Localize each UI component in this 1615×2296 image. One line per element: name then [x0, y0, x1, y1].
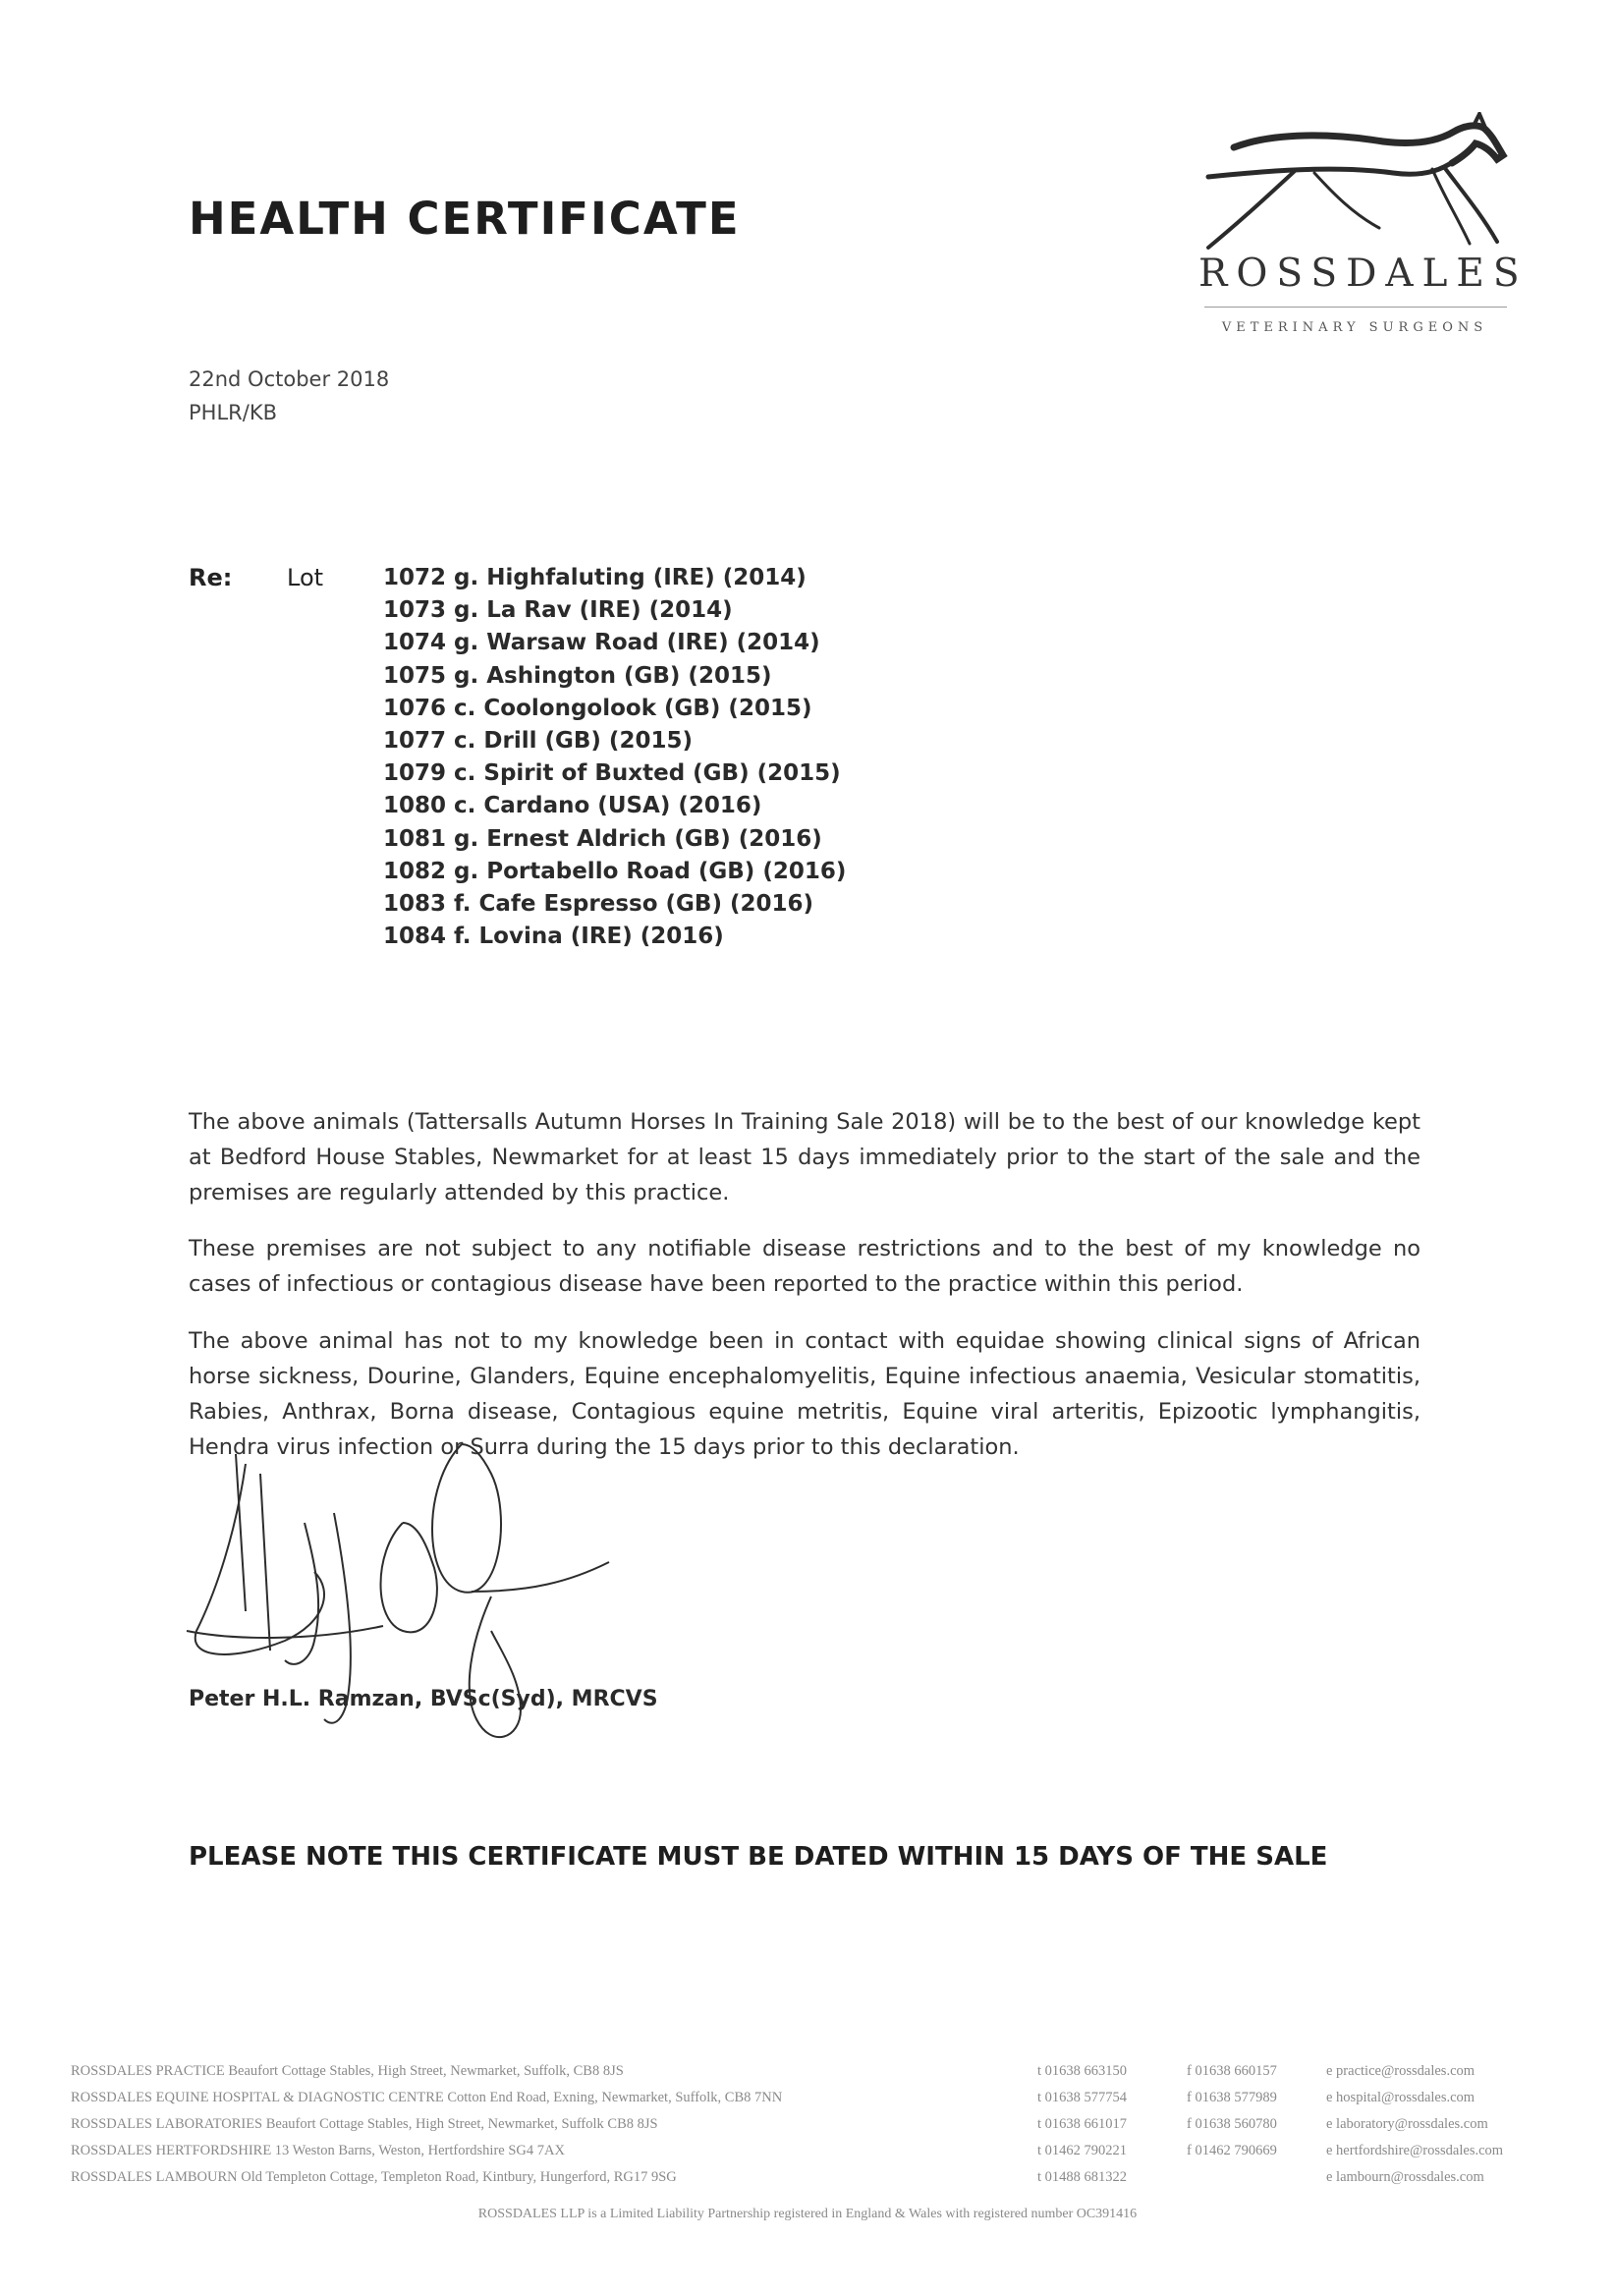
footer-row: [71, 2138, 1574, 2164]
footer-legal-notice: ROSSDALES LLP is a Limited Liability Partnership registered in England & Wales with registered number OC391416: [477, 2207, 1138, 2221]
footer-contacts: [71, 2058, 1574, 2191]
body-paragraph-3: The above animal has not to my knowledge been in contact with equidae showing clinical signs of African horse sickness, Dourine, Glanders, Equine encephalomyelitis, Equine infectious anaemia, Vesicular stomatitis, Rabies, Anthrax, Borna disease, Contagious equine metritis, Equine viral arteritis, Epizootic lymphangitis, Hendra virus infection or Surra during the 15 days prior to this declaration.: [189, 1327, 1420, 1460]
body-paragraph-2: These premises are not subject to any notifiable disease restrictions and to the best of my knowledge no cases of infectious or contagious disease have been reported to the practice within this period.: [189, 1235, 1420, 1297]
lot-label: Lot: [287, 564, 324, 591]
footer-row: [71, 2164, 1574, 2191]
re-label: Re:: [189, 564, 233, 591]
rossdales-logo: [1187, 112, 1529, 348]
footer-telephone: t 01462 790221: [1037, 2143, 1128, 2158]
footer-row: [71, 2085, 1574, 2111]
lot-item: 1080 c. Cardano (USA) (2016): [383, 793, 762, 819]
footer-email[interactable]: e hospital@rossdales.com: [1326, 2090, 1476, 2105]
lot-list: [383, 564, 846, 955]
lot-item: 1081 g. Ernest Aldrich (GB) (2016): [383, 825, 822, 852]
document-title: HEALTH CERTIFICATE: [189, 193, 741, 245]
footer-telephone: t 01638 577754: [1037, 2090, 1128, 2105]
lot-item: 1075 g. Ashington (GB) (2015): [383, 662, 772, 689]
footer-fax: f 01638 577989: [1187, 2090, 1277, 2105]
footer-telephone: t 01488 681322: [1037, 2169, 1128, 2185]
lot-item: 1084 f. Lovina (IRE) (2016): [383, 924, 724, 950]
footer-email[interactable]: e hertfordshire@rossdales.com: [1326, 2143, 1504, 2158]
footer-address: ROSSDALES EQUINE HOSPITAL & DIAGNOSTIC CENTRE Cotton End Road, Exning, Newmarket, Suffolk, CB8 7NN: [71, 2090, 783, 2105]
document-reference: PHLR/KB: [189, 401, 277, 424]
footer-email[interactable]: e laboratory@rossdales.com: [1326, 2116, 1488, 2132]
sale-note: PLEASE NOTE THIS CERTIFICATE MUST BE DATED WITHIN 15 DAYS OF THE SALE: [189, 1842, 1328, 1872]
body-paragraph-1: The above animals (Tattersalls Autumn Horses In Training Sale 2018) will be to the best of our knowledge kept at Bedford House Stables, Newmarket for at least 15 days immediately prior to the start of the sale and the premises are regularly attended by this practice.: [189, 1108, 1420, 1205]
logo-name: ROSSDALES: [1198, 252, 1529, 296]
footer-telephone: t 01638 663150: [1037, 2063, 1128, 2079]
footer-row: [71, 2111, 1574, 2138]
lot-item: 1077 c. Drill (GB) (2015): [383, 727, 693, 754]
footer-email[interactable]: e lambourn@rossdales.com: [1326, 2169, 1484, 2185]
lot-item: 1083 f. Cafe Espresso (GB) (2016): [383, 890, 813, 917]
logo-divider: [1204, 307, 1507, 308]
lot-item: 1073 g. La Rav (IRE) (2014): [383, 597, 733, 624]
footer-fax: f 01638 660157: [1187, 2063, 1277, 2079]
lot-item: 1079 c. Spirit of Buxted (GB) (2015): [383, 760, 841, 787]
footer-address: ROSSDALES HERTFORDSHIRE 13 Weston Barns, Weston, Hertfordshire SG4 7AX: [71, 2143, 565, 2158]
lot-item: 1074 g. Warsaw Road (IRE) (2014): [383, 630, 820, 656]
lot-item: 1072 g. Highfaluting (IRE) (2014): [383, 565, 807, 590]
footer-address: ROSSDALES LABORATORIES Beaufort Cottage Stables, High Street, Newmarket, Suffolk CB8 8JS: [71, 2116, 658, 2132]
signatory-name: Peter H.L. Ramzan, BVSc(Syd), MRCVS: [189, 1687, 658, 1711]
footer-address: ROSSDALES LAMBOURN Old Templeton Cottage, Templeton Road, Kintbury, Hungerford, RG17 9SG: [71, 2169, 677, 2185]
document-date: 22nd October 2018: [189, 367, 390, 391]
footer-telephone: t 01638 661017: [1037, 2116, 1128, 2132]
lot-item: 1076 c. Coolongolook (GB) (2015): [383, 695, 812, 721]
footer-row: [71, 2058, 1574, 2085]
footer-address: ROSSDALES PRACTICE Beaufort Cottage Stables, High Street, Newmarket, Suffolk, CB8 8JS: [71, 2063, 624, 2079]
footer-fax: f 01462 790669: [1187, 2143, 1277, 2158]
signature-image: [177, 1395, 629, 1788]
footer-fax: f 01638 560780: [1187, 2116, 1277, 2132]
logo-subtitle: VETERINARY SURGEONS: [1221, 320, 1488, 335]
footer-email[interactable]: e practice@rossdales.com: [1326, 2063, 1476, 2079]
galloping-horse-icon: [1187, 112, 1511, 259]
lot-item: 1082 g. Portabello Road (GB) (2016): [383, 858, 847, 884]
